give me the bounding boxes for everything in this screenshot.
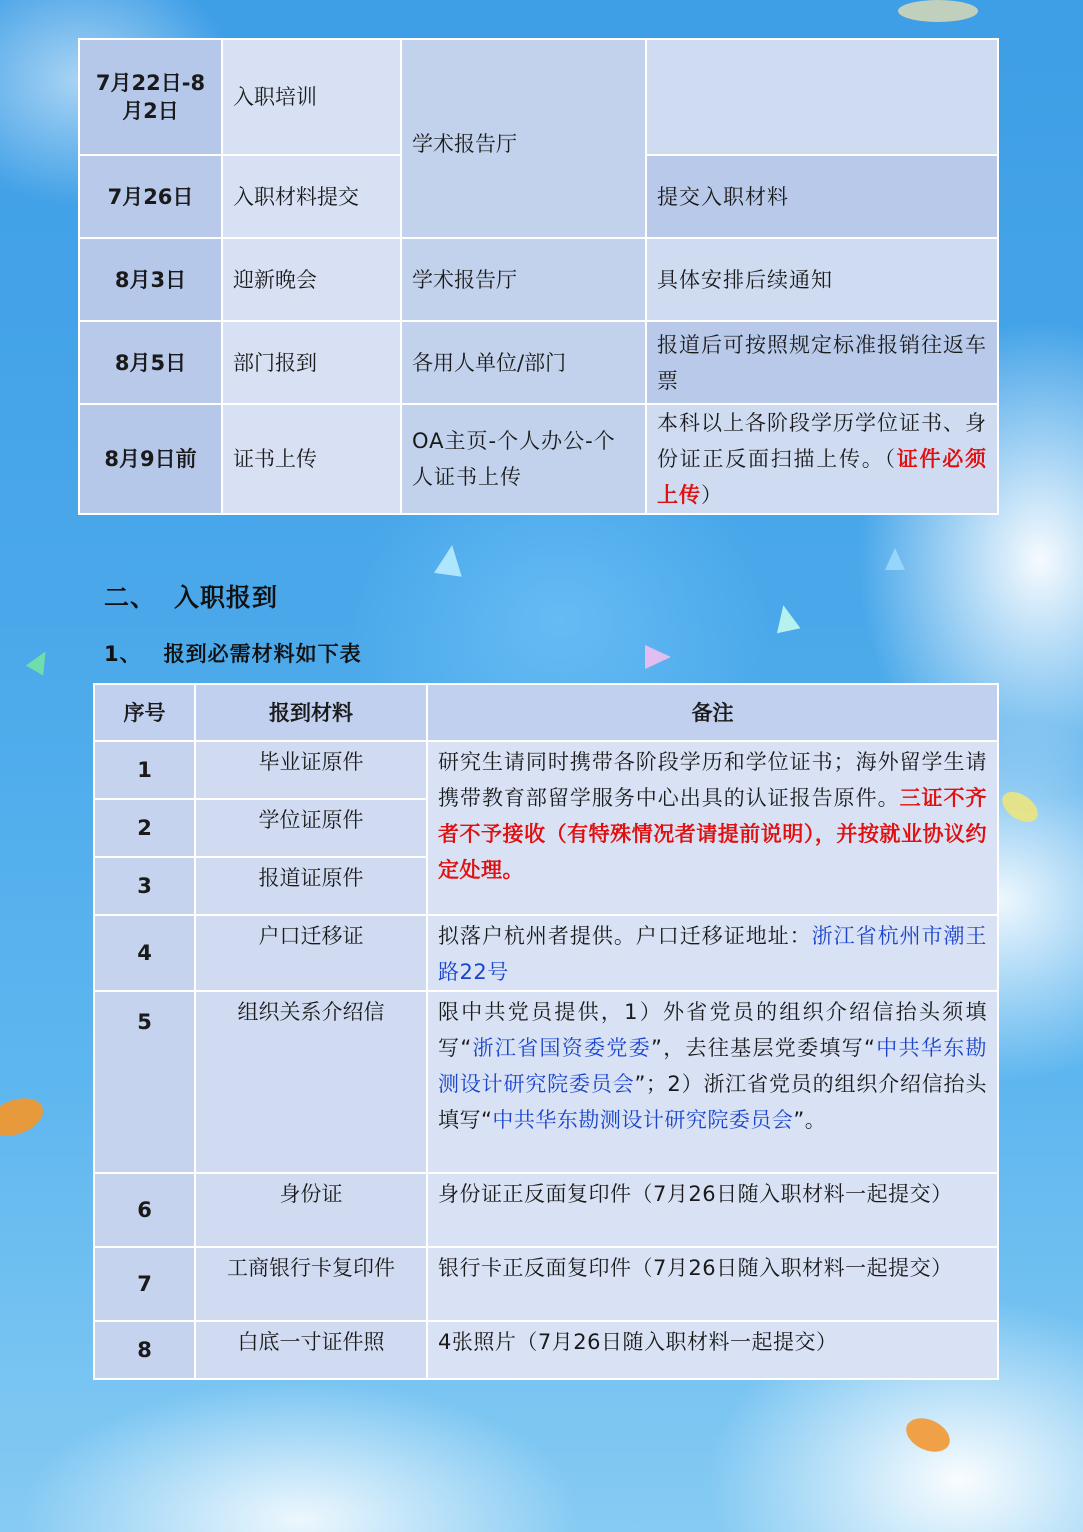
header-note: 备注 xyxy=(427,684,998,741)
note-text: ”；2）浙江省党员的组织介绍信抬头填写“ xyxy=(438,1072,988,1132)
row-number: 3 xyxy=(94,857,195,915)
schedule-note: 具体安排后续通知 xyxy=(646,238,998,321)
note-text: 限中共党员提供，1）外省党员的组织介绍信抬头须填写“ xyxy=(438,1000,987,1060)
schedule-note: 提交入职材料 xyxy=(646,155,998,238)
schedule-table xyxy=(78,38,999,515)
note-text: ”。 xyxy=(793,1108,827,1132)
table-row xyxy=(79,404,998,514)
schedule-date: 8月5日 xyxy=(79,321,222,404)
materials-table xyxy=(93,683,999,1380)
table-row xyxy=(79,238,998,321)
decorative-triangle xyxy=(772,603,801,633)
schedule-event: 证书上传 xyxy=(222,404,401,514)
row-number: 2 xyxy=(94,799,195,857)
schedule-location: OA主页-个人办公-个人证书上传 xyxy=(401,404,646,514)
table-row xyxy=(79,39,998,155)
material-note: 银行卡正反面复印件（7月26日随入职材料一起提交） xyxy=(427,1247,998,1321)
row-number: 1 xyxy=(94,741,195,799)
table-row xyxy=(94,915,998,991)
decorative-triangle xyxy=(26,646,54,675)
schedule-note-text: 本科以上各阶段学历学位证书、身份证正反面扫描上传。（ xyxy=(657,411,987,471)
schedule-event: 入职材料提交 xyxy=(222,155,401,238)
material-name: 组织关系介绍信 xyxy=(195,991,427,1173)
table-row xyxy=(79,321,998,404)
note-text: ”，去往基层党委填写“ xyxy=(651,1036,876,1060)
header-no: 序号 xyxy=(94,684,195,741)
subsection-title: 报到必需材料如下表 xyxy=(163,642,362,666)
material-note xyxy=(427,915,998,991)
schedule-date xyxy=(79,39,222,155)
material-name: 毕业证原件 xyxy=(195,741,427,799)
schedule-date: 7月26日 xyxy=(79,155,222,238)
schedule-date-text: 7月22日-8月2日 xyxy=(95,71,206,123)
schedule-date: 8月3日 xyxy=(79,238,222,321)
section-heading xyxy=(104,578,278,614)
material-name: 白底一寸证件照 xyxy=(195,1321,427,1379)
decorative-triangle xyxy=(434,543,466,577)
material-name: 户口迁移证 xyxy=(195,915,427,991)
decorative-confetti xyxy=(898,0,978,22)
schedule-note-emphasis: 证件必须上传 xyxy=(657,447,987,507)
table-row xyxy=(94,1321,998,1379)
table-header-row xyxy=(94,684,998,741)
header-material: 报到材料 xyxy=(195,684,427,741)
schedule-location: 学术报告厅 xyxy=(401,39,646,238)
note-emphasis: 三证不齐者不予接收（有特殊情况者请提前说明），并按就业协议约定处理。 xyxy=(438,786,987,882)
decorative-confetti xyxy=(901,1412,955,1459)
schedule-event: 部门报到 xyxy=(222,321,401,404)
table-row xyxy=(94,991,998,1173)
row-number: 6 xyxy=(94,1173,195,1247)
table-row xyxy=(94,1173,998,1247)
table-row xyxy=(94,741,998,799)
subsection-number: 1、 xyxy=(104,642,142,666)
note-text: 研究生请同时携带各阶段学历和学位证书；海外留学生请携带教育部留学服务中心出具的认证报告原件。 xyxy=(438,750,987,810)
material-name: 学位证原件 xyxy=(195,799,427,857)
subsection-heading xyxy=(104,638,362,668)
schedule-event: 入职培训 xyxy=(222,39,401,155)
schedule-event: 迎新晚会 xyxy=(222,238,401,321)
section-number: 二、 xyxy=(104,583,157,612)
note-address: 浙江省杭州市潮王路22号 xyxy=(438,924,988,984)
decorative-confetti xyxy=(0,1091,48,1142)
material-note: 身份证正反面复印件（7月26日随入职材料一起提交） xyxy=(427,1173,998,1247)
row-number: 8 xyxy=(94,1321,195,1379)
decorative-triangle xyxy=(885,548,905,570)
note-text: 拟落户杭州者提供。户口迁移证地址： xyxy=(438,924,812,948)
row-number: 5 xyxy=(94,991,195,1173)
row-number: 7 xyxy=(94,1247,195,1321)
material-note: 4张照片（7月26日随入职材料一起提交） xyxy=(427,1321,998,1379)
table-row xyxy=(94,1247,998,1321)
material-note xyxy=(427,991,998,1173)
schedule-location: 学术报告厅 xyxy=(401,238,646,321)
schedule-note xyxy=(646,39,998,155)
decorative-triangle xyxy=(645,645,671,669)
decorative-confetti xyxy=(997,786,1044,829)
schedule-location: 各用人单位/部门 xyxy=(401,321,646,404)
note-org-name: 中共华东勘测设计研究院委员会 xyxy=(438,1036,988,1096)
schedule-note-end: ） xyxy=(701,483,723,507)
material-name: 工商银行卡复印件 xyxy=(195,1247,427,1321)
row-number: 4 xyxy=(94,915,195,991)
material-name: 报道证原件 xyxy=(195,857,427,915)
note-org-name: 浙江省国资委党委 xyxy=(471,1036,652,1060)
section-title: 入职报到 xyxy=(174,583,279,612)
schedule-note xyxy=(646,404,998,514)
note-org-name: 中共华东勘测设计研究院委员会 xyxy=(492,1108,794,1132)
schedule-date: 8月9日前 xyxy=(79,404,222,514)
schedule-note: 报道后可按照规定标准报销往返车票 xyxy=(646,321,998,404)
material-name: 身份证 xyxy=(195,1173,427,1247)
material-note xyxy=(427,741,998,915)
